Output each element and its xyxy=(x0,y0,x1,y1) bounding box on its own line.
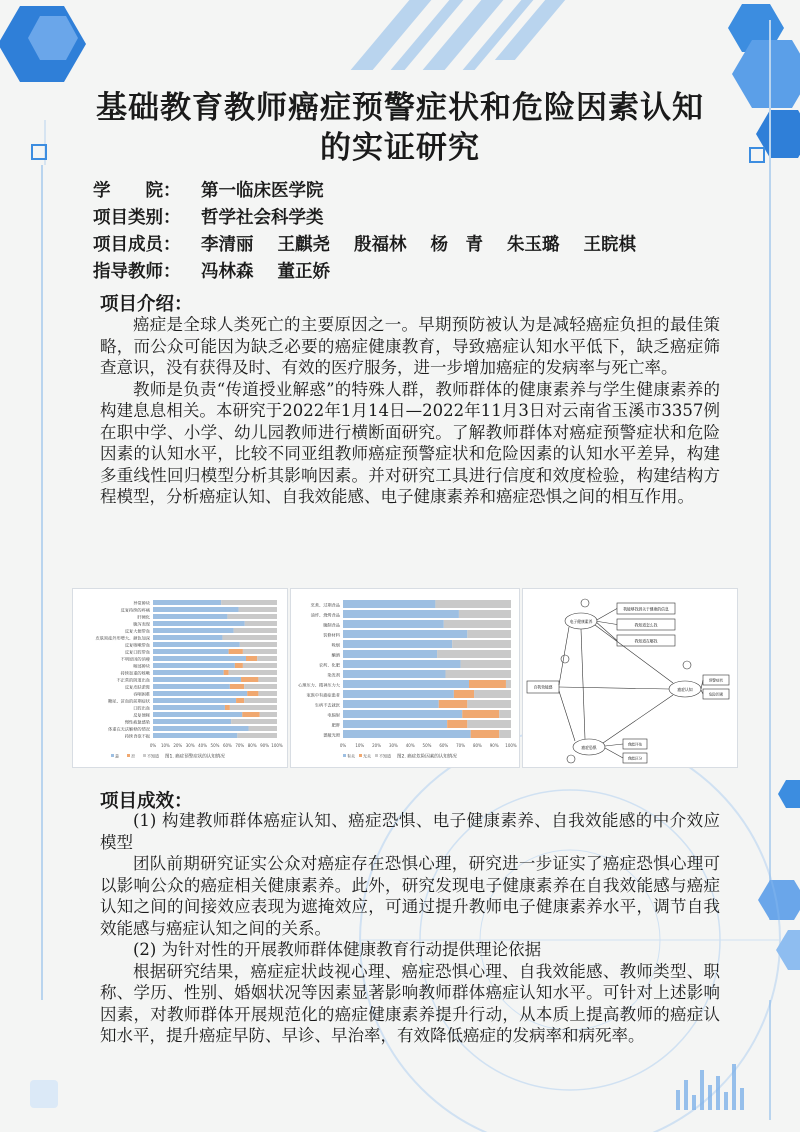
axis-tick: 40% xyxy=(405,743,415,748)
meta-value: 冯林森 xyxy=(201,262,254,282)
row-label: 糖尿、贫血的前期症状 xyxy=(108,698,150,704)
row-label: 酗酒 xyxy=(331,652,340,658)
axis-tick: 100% xyxy=(505,743,517,748)
legend-label: 不知道 xyxy=(147,753,159,759)
bar-segment-unknown xyxy=(260,712,277,717)
legend-label: 是 xyxy=(115,753,119,759)
bar-segment-no xyxy=(225,705,230,710)
path-arrow xyxy=(559,687,669,689)
axis-tick: 70% xyxy=(235,743,245,748)
path-arrow xyxy=(595,622,673,683)
indicator-label: 危险因素 xyxy=(708,692,724,697)
bar-segment-unknown xyxy=(435,600,511,608)
meta-row xyxy=(93,205,660,232)
axis-tick: 30% xyxy=(388,743,398,748)
legend-label: 无关 xyxy=(363,753,371,759)
legend-swatch xyxy=(143,754,146,757)
bar-segment-yes xyxy=(153,635,222,640)
axis-tick: 90% xyxy=(489,743,499,748)
axis-tick: 80% xyxy=(247,743,257,748)
row-label: 慢性疲惫感染 xyxy=(124,719,150,725)
row-label: 反复持续的疼痛 xyxy=(120,607,150,613)
bar-segment-yes xyxy=(153,733,237,738)
bar-segment-no xyxy=(241,677,258,682)
bar-segment-yes xyxy=(153,712,242,717)
indicator-label: 我知道怎么找 xyxy=(634,622,658,628)
bar-segment-no xyxy=(235,663,243,668)
title-line-1: 基础教育教师癌症预警症状和危险因素认知 xyxy=(96,90,704,126)
bar-segment-unknown xyxy=(243,649,277,654)
axis-tick: 100% xyxy=(271,743,283,748)
meta-value: 朱玉璐 xyxy=(507,235,560,255)
bar-segment-yes xyxy=(343,630,467,638)
row-label: 持续加重的咳嗽 xyxy=(120,670,150,676)
bar-segment-yes xyxy=(153,600,221,605)
bar-segment-no xyxy=(247,691,258,696)
bar-segment-yes xyxy=(343,620,444,628)
row-label: 皮肤黑痣外形增大、颜色加深 xyxy=(95,635,150,641)
bar-segment-unknown xyxy=(221,600,277,605)
meta-label: 项目成员： xyxy=(93,235,181,255)
row-label: 生病不去就医 xyxy=(314,702,340,708)
meta-row xyxy=(93,178,660,205)
meta-value: 杨 青 xyxy=(430,235,483,255)
bar-segment-unknown xyxy=(499,730,511,738)
path-arrow xyxy=(595,609,617,622)
indicator-label: 我能评估 xyxy=(627,742,643,747)
path-arrow xyxy=(605,744,623,746)
bar-segment-unknown xyxy=(506,680,511,688)
bar-segment-yes xyxy=(343,730,471,738)
legend-swatch xyxy=(111,754,114,757)
bar-segment-unknown xyxy=(227,614,277,619)
bar-segment-yes xyxy=(153,649,229,654)
bar-segment-unknown xyxy=(499,710,511,718)
bar-segment-unknown xyxy=(467,720,511,728)
project-meta xyxy=(93,178,660,286)
row-label: 不明原因的消瘦 xyxy=(120,656,150,662)
bar-segment-unknown xyxy=(234,628,277,633)
bar-segment-unknown xyxy=(467,630,511,638)
bar-segment-yes xyxy=(153,691,247,696)
bar-segment-no xyxy=(454,690,474,698)
row-label: 反复便秘 xyxy=(133,712,150,718)
meta-value: 第一临床医学院 xyxy=(201,181,324,201)
bar-segment-no xyxy=(236,698,244,703)
bar-segment-no xyxy=(242,712,259,717)
bar-segment-unknown xyxy=(243,663,277,668)
row-label: 吸烟 xyxy=(331,642,340,648)
results-heading: 项目成效： xyxy=(100,791,193,812)
axis-tick: 60% xyxy=(222,743,232,748)
axis-tick: 20% xyxy=(173,743,183,748)
bar-segment-yes xyxy=(343,690,454,698)
bar-segment-yes xyxy=(153,614,227,619)
latent-label: 癌症认知 xyxy=(677,687,693,692)
bar-segment-yes xyxy=(153,677,241,682)
bar-segment-yes xyxy=(343,600,435,608)
bar-segment-yes xyxy=(153,663,235,668)
bar-segment-yes xyxy=(153,726,248,731)
bar-segment-yes xyxy=(153,719,231,724)
row-label: 持续食欲不振 xyxy=(124,733,150,739)
bar-segment-unknown xyxy=(461,660,511,668)
results-section xyxy=(100,810,720,1047)
bar-segment-unknown xyxy=(248,726,277,731)
meta-label: 指导教师： xyxy=(93,262,181,282)
bar-segment-unknown xyxy=(244,684,277,689)
axis-tick: 60% xyxy=(439,743,449,748)
bar-segment-unknown xyxy=(258,677,277,682)
bar-segment-unknown xyxy=(258,691,277,696)
bar-segment-yes xyxy=(343,670,445,678)
axis-tick: 30% xyxy=(185,743,195,748)
latent-label: 电子健康素养 xyxy=(569,619,593,624)
axis-tick: 40% xyxy=(198,743,208,748)
bar-segment-yes xyxy=(153,642,240,647)
axis-tick: 20% xyxy=(372,743,382,748)
bar-segment-unknown xyxy=(222,635,277,640)
bar-segment-yes xyxy=(343,720,447,728)
error-node xyxy=(567,755,575,763)
row-label: 心理压力、精神压力大 xyxy=(298,682,340,688)
indicator-label: 预警症状 xyxy=(708,678,724,683)
bar-segment-unknown xyxy=(239,607,277,612)
bar-segment-unknown xyxy=(467,700,511,708)
observed-label: 自我效能感 xyxy=(533,684,553,690)
meta-label: 项目类别： xyxy=(93,208,181,228)
bar-segment-yes xyxy=(343,680,469,688)
row-label: 肝硬化 xyxy=(137,614,150,620)
bar-segment-unknown xyxy=(244,698,277,703)
path-arrow xyxy=(581,629,585,739)
results-subheading-1: (1) 构建教师群体癌症认知、癌症恐惧、电子健康素养、自我效能感的中介效应模型 xyxy=(100,811,720,852)
meta-row xyxy=(93,259,660,286)
bar-segment-yes xyxy=(343,610,459,618)
axis-tick: 80% xyxy=(472,743,482,748)
row-label: 肥胖 xyxy=(331,722,340,728)
bar-segment-unknown xyxy=(459,610,511,618)
page-title xyxy=(40,88,760,168)
bar-segment-yes xyxy=(153,670,224,675)
row-label: 油炸、烧烤食品 xyxy=(310,612,340,618)
bar-segment-no xyxy=(229,649,243,654)
axis-tick: 10% xyxy=(355,743,365,748)
indicator-label: 我能区分 xyxy=(627,756,643,761)
bar-segment-no xyxy=(230,684,244,689)
results-paragraph-1: 团队前期研究证实公众对癌症存在恐惧心理，研究进一步证实了癌症恐惧心理可以影响公众的癌症相关健康素养。此外，研究发现电子健康素养在自我效能感与癌症认知之间的间接效应表现为遮掩效应，可通过提升教师电子健康素养水平，调节自我效能感与癌症认知之间的关系。 xyxy=(100,854,720,938)
legend-swatch xyxy=(359,754,362,757)
meta-row xyxy=(93,232,660,259)
axis-tick: 50% xyxy=(422,743,432,748)
error-node xyxy=(683,661,691,669)
figure-risk-factors xyxy=(290,588,520,768)
row-label: 农药、化肥 xyxy=(319,662,340,668)
row-label: 烹煮、过期食品 xyxy=(310,602,340,608)
row-label: 体重在无法解释的情况 xyxy=(108,726,150,732)
row-label: 家族中有癌症患者 xyxy=(306,692,340,698)
bar-segment-unknown xyxy=(240,642,277,647)
meta-value: 王麒尧 xyxy=(277,235,330,255)
bar-segment-yes xyxy=(343,650,437,658)
error-node xyxy=(561,655,569,663)
bar-segment-yes xyxy=(153,607,239,612)
legend-label: 有关 xyxy=(347,753,355,759)
meta-value: 殷福林 xyxy=(354,235,407,255)
row-label: 电辐射 xyxy=(327,712,340,718)
path-arrow xyxy=(603,695,673,743)
latent-label: 癌症恐惧 xyxy=(581,745,597,750)
bar-segment-unknown xyxy=(245,621,277,626)
bar-segment-unknown xyxy=(452,640,511,648)
row-label: 反复皮肤淤斑 xyxy=(124,684,150,690)
bar-segment-unknown xyxy=(230,705,277,710)
legend-swatch xyxy=(127,754,130,757)
bar-segment-no xyxy=(246,656,257,661)
bar-segment-no xyxy=(469,680,506,688)
bar-segment-yes xyxy=(343,710,462,718)
intro-heading: 项目介绍： xyxy=(100,294,193,315)
figure-warning-symptoms xyxy=(72,588,288,768)
row-label: 吞咽困难 xyxy=(133,691,150,697)
bar-segment-yes xyxy=(343,640,452,648)
axis-tick: 0% xyxy=(149,743,157,748)
row-label: 不正常的阴道出血 xyxy=(116,677,150,683)
legend-label: 不知道 xyxy=(379,753,391,759)
legend-swatch xyxy=(375,754,378,757)
axis-tick: 90% xyxy=(260,743,270,748)
row-label: 异常肿块 xyxy=(133,600,150,606)
row-label: 反复口腔带血 xyxy=(124,649,150,655)
intro-paragraph-1: 癌症是全球人类死亡的主要原因之一。早期预防被认为是减轻癌症负担的最佳策略，而公众可能因为缺乏必要的癌症健康教育，导致癌症认知水平低下，缺乏癌症筛查意识，没有获得及时、有效的医疗服务，进一步增加癌症的发病率与死亡率。 xyxy=(100,315,720,377)
error-node xyxy=(581,599,589,607)
figure-caption: 图2. 癌症危险因素的认知情况 xyxy=(397,754,457,760)
bar-segment-yes xyxy=(153,656,246,661)
legend-swatch xyxy=(343,754,346,757)
figure-caption: 图1. 癌症预警症状的认知情况 xyxy=(165,754,225,760)
intro-section xyxy=(100,314,720,508)
bar-segment-yes xyxy=(153,705,225,710)
row-label: 腌制食品 xyxy=(323,622,340,628)
bar-segment-no xyxy=(471,730,500,738)
bar-segment-yes xyxy=(343,700,439,708)
figure-sem-model xyxy=(522,588,738,768)
bar-segment-unknown xyxy=(437,650,511,658)
meta-value: 董正娇 xyxy=(277,262,330,282)
axis-tick: 0% xyxy=(339,743,347,748)
axis-tick: 70% xyxy=(456,743,466,748)
row-label: 蔷蔽光照 xyxy=(323,732,340,738)
meta-value: 王睆棋 xyxy=(583,235,636,255)
bar-segment-yes xyxy=(153,628,234,633)
bar-segment-no xyxy=(439,700,468,708)
row-label: 反复大便带血 xyxy=(124,628,150,634)
row-label: 咽部肿块 xyxy=(133,663,150,669)
row-label: 染发剂 xyxy=(327,672,340,678)
path-arrow xyxy=(559,691,575,741)
bar-segment-unknown xyxy=(257,656,277,661)
intro-paragraph-2: 教师是负责“传道授业解惑”的特殊人群，教师群体的健康素养与学生健康素养的构建息息相关。本研究于2022年1月14日—2022年11月3日对云南省玉溪市3357例在职中学、小学、幼儿园教师进行横断面研究。了解教师群体对癌症预警症状和危险因素的认知水平，比较不同亚组教师癌症预警症状和危险因素的认知水平差异，构建多重线性回归模型分析其影响因素。并对研究工具进行信度和效度检验，构建结构方程模型，分析癌症认知、自我效能感、电子健康素养和癌症恐惧之间的相互作用。 xyxy=(100,379,720,506)
bar-segment-yes xyxy=(343,660,461,668)
title-line-2: 的实证研究 xyxy=(320,130,480,166)
bar-segment-unknown xyxy=(237,733,277,738)
bar-segment-yes xyxy=(153,698,236,703)
bar-segment-yes xyxy=(153,684,230,689)
row-label: 反复咳嗽带血 xyxy=(124,642,150,648)
bar-segment-unknown xyxy=(474,690,511,698)
bar-segment-unknown xyxy=(444,620,511,628)
bar-segment-unknown xyxy=(445,670,511,678)
meta-value: 哲学社会科学类 xyxy=(201,208,324,228)
results-subheading-2: (2) 为针对性的开展教师群体健康教育行动提供理论依据 xyxy=(133,940,542,959)
axis-tick: 50% xyxy=(210,743,220,748)
row-label: 腹泻表现 xyxy=(133,621,150,627)
bar-segment-yes xyxy=(153,621,245,626)
bar-segment-unknown xyxy=(231,719,277,724)
axis-tick: 10% xyxy=(160,743,170,748)
results-paragraph-2: 根据研究结果，癌症症状歧视心理、癌症恐惧心理、自我效能感、教师类型、职称、学历、性别、婚姻状况等因素显著影响教师群体癌症认知水平。可针对上述影响因素，对教师群体开展规范化的癌症健康素养提升行动，从本质上提高教师的癌症认知水平，提升癌症早防、早诊、早治率，有效降低癌症的发病率和病死率。 xyxy=(100,961,720,1045)
row-label: 口腔出血 xyxy=(133,705,150,711)
bar-segment-no xyxy=(447,720,467,728)
meta-value: 李清丽 xyxy=(201,235,254,255)
legend-label: 否 xyxy=(131,753,135,759)
path-arrow xyxy=(605,748,623,758)
indicator-label: 我能够找到关于健康的信息 xyxy=(623,606,669,612)
indicator-label: 我知道在哪找 xyxy=(634,638,658,644)
bar-segment-unknown xyxy=(229,670,277,675)
row-label: 装修材料 xyxy=(323,632,340,638)
bar-segment-no xyxy=(224,670,229,675)
bar-segment-no xyxy=(462,710,499,718)
meta-label: 学 院： xyxy=(93,181,181,201)
